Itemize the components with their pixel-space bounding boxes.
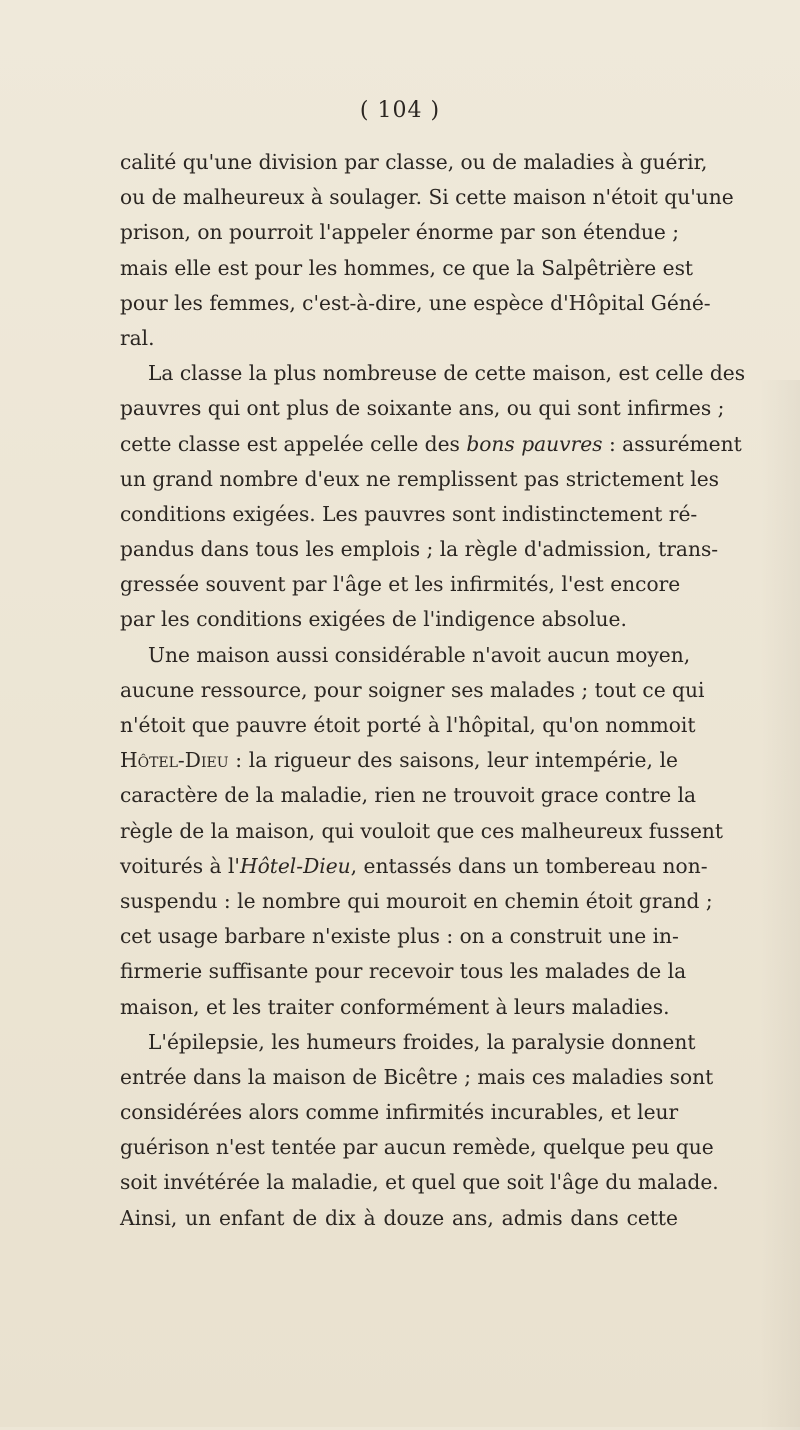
text-fragment: cette classe est appelée celle des bbox=[120, 431, 460, 456]
text-line: pauvres qui ont plus de soixante ans, ou qui sont infirmes ; bbox=[120, 396, 725, 421]
text-line: un grand nombre d'eux ne remplissent pas strictement les bbox=[120, 466, 720, 491]
text-line: mais elle est pour les hommes, ce que la Salpêtrière est bbox=[120, 255, 694, 280]
text-fragment: l' bbox=[227, 853, 240, 878]
text-line: prison, on pourroit l'appeler énorme par son étendue ; bbox=[120, 220, 680, 245]
text-line: guérison n'est tentée par aucun remède, quelque peu que bbox=[120, 1135, 714, 1160]
text-line: calité qu'une division par classe, ou de maladies à guérir, bbox=[120, 150, 708, 174]
italic-term: Hôtel-Dieu bbox=[239, 853, 351, 878]
text-line bbox=[120, 743, 678, 778]
text-line: ral. bbox=[120, 325, 155, 350]
text-line: gressée souvent par l'âge et les infirmités, l'est encore bbox=[120, 572, 681, 597]
text-fragment: voiturés à bbox=[120, 853, 222, 878]
text-line: firmerie suffisante pour recevoir tous les malades de la bbox=[120, 959, 687, 984]
text-fragment: : assurément bbox=[608, 431, 742, 456]
text-line: suspendu : le nombre qui mouroit en chemin étoit grand ; bbox=[120, 888, 713, 913]
text-line: maison, et les traiter conformément à leurs maladies. bbox=[120, 994, 670, 1019]
text-line: par les conditions exigées de l'indigence absolue. bbox=[120, 607, 627, 632]
small-caps-term: Hôtel-Dieu bbox=[120, 748, 229, 773]
italic-term: bons pauvres bbox=[466, 431, 603, 456]
text-fragment: : la rigueur des saisons, leur intempérie, le bbox=[235, 748, 678, 773]
body-text bbox=[120, 145, 746, 1236]
text-line: règle de la maison, qui vouloit que ces malheureux fussent bbox=[120, 818, 724, 843]
text-line: cet usage barbare n'existe plus : on a construit une in- bbox=[120, 924, 679, 949]
text-line: ou de malheureux à soulager. Si cette maison n'étoit qu'une bbox=[120, 185, 734, 210]
text-line: La classe la plus nombreuse de cette maison, est celle des bbox=[148, 361, 746, 386]
page-edge-shadow bbox=[760, 380, 800, 1430]
text-line: Une maison aussi considérable n'avoit aucun moyen, bbox=[148, 642, 691, 667]
text-line: L'épilepsie, les humeurs froides, la paralysie donnent bbox=[148, 1029, 696, 1054]
text-line: n'étoit que pauvre étoit porté à l'hôpital, qu'on nommoit bbox=[120, 713, 696, 737]
text-line: aucune ressource, pour soigner ses malades ; tout ce qui bbox=[120, 677, 705, 702]
page-number: ( 104 ) bbox=[359, 98, 441, 123]
text-line: pour les femmes, c'est-à-dire, une espèce d'Hôpital Géné- bbox=[120, 290, 711, 315]
text-fragment: , entassés dans un tombereau non- bbox=[350, 853, 708, 878]
text-line: conditions exigées. Les pauvres sont indistinctement ré- bbox=[120, 501, 698, 526]
text-line bbox=[120, 427, 742, 462]
text-line: pandus dans tous les emplois ; la règle d'admission, trans- bbox=[120, 537, 719, 562]
text-line: considérées alors comme infirmités incurables, et leur bbox=[120, 1100, 679, 1125]
text-line: entrée dans la maison de Bicêtre ; mais ces maladies sont bbox=[120, 1064, 714, 1089]
text-line: caractère de la maladie, rien ne trouvoit grace contre la bbox=[120, 783, 697, 808]
text-line: Ainsi, un enfant de dix à douze ans, admis dans cette bbox=[120, 1205, 678, 1230]
text-line bbox=[120, 849, 708, 884]
text-line: soit invétérée la maladie, et quel que soit l'âge du malade. bbox=[120, 1170, 719, 1195]
